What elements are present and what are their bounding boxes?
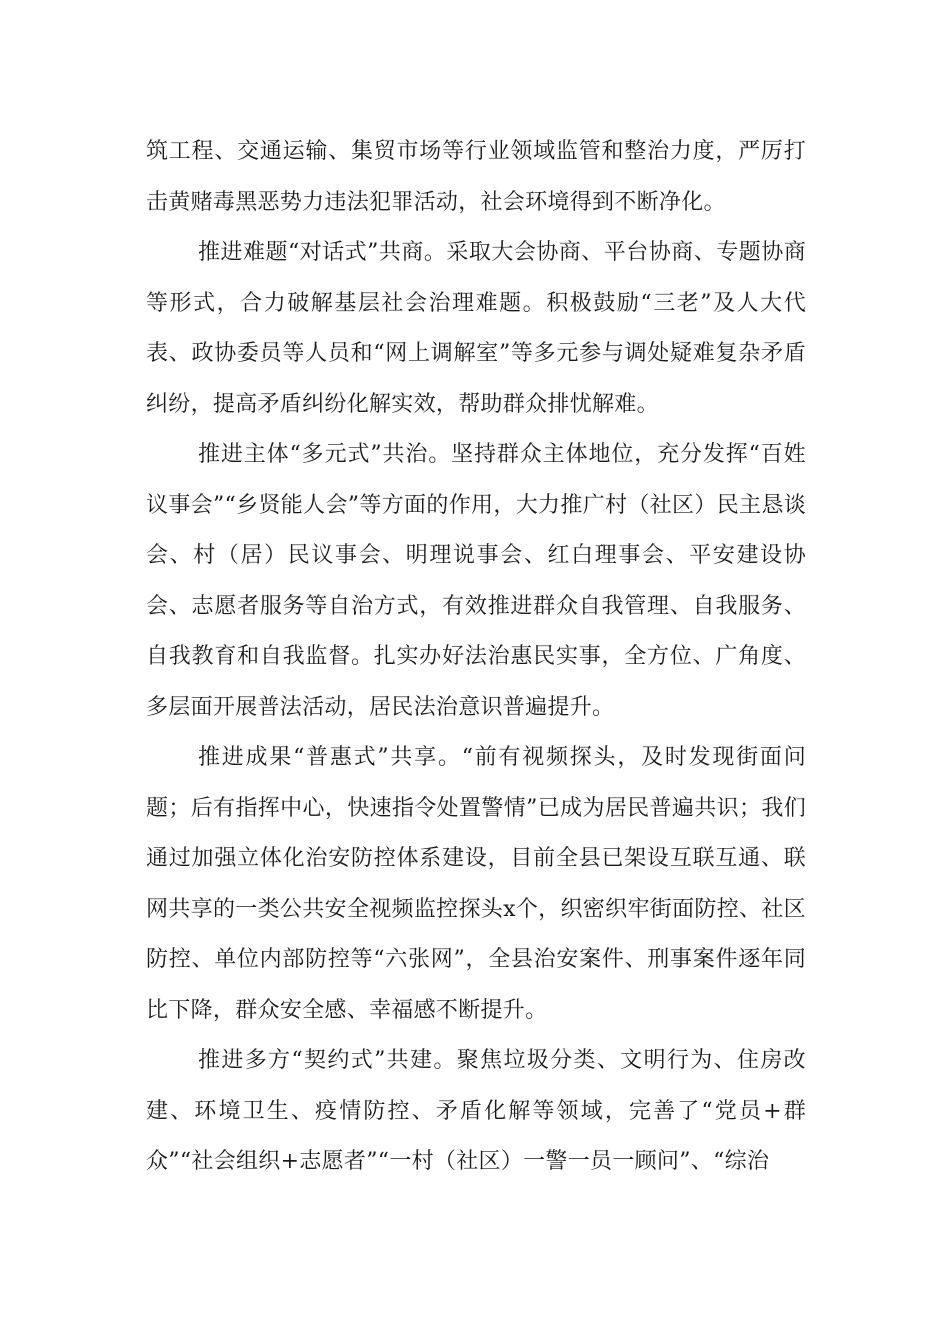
document-body xyxy=(146,127,806,1188)
paragraph-continuation: 筑工程、交通运输、集贸市场等行业领域监管和整治力度，严厉打击黄赌毒黑恶势力违法犯罪活动，社会环境得到不断净化。 xyxy=(146,139,806,215)
paragraph-dialogue-consultation: 推进难题“对话式”共商。采取大会协商、平台协商、专题协商等形式，合力破解基层社会治理难题。积极鼓励“三老”及人大代表、政协委员等人员和“网上调解室”等多元参与调处疑难复杂矛盾纠纷，提高矛盾纠纷化解实效，帮助群众排忧解难。 xyxy=(146,240,806,417)
paragraph-inclusive-sharing: 推进成果“普惠式”共享。“前有视频探头，及时发现街面问题；后有指挥中心，快速指令处置警情”已成为居民普遍共识；我们通过加强立体化治安防控体系建设，目前全县已架设互联互通、联网共享的一类公共安全视频监控探头x个，织密织牢街面防控、社区防控、单位内部防控等“六张网”，全县治安案件、刑事案件逐年同比下降，群众安全感、幸福感不断提升。 xyxy=(146,745,806,1023)
paragraph-multi-governance: 推进主体“多元式”共治。坚持群众主体地位，充分发挥“百姓议事会”“乡贤能人会”等方面的作用，大力推广村（社区）民主恳谈会、村（居）民议事会、明理说事会、红白理事会、平安建设协会、志愿者服务等自治方式，有效推进群众自我管理、自我服务、自我教育和自我监督。扎实办好法治惠民实事，全方位、广角度、多层面开展普法活动，居民法治意识普遍提升。 xyxy=(146,442,806,720)
paragraph-contract-building: 推进多方“契约式”共建。聚焦垃圾分类、文明行为、住房改建、环境卫生、疫情防控、矛盾化解等领域，完善了“党员+群众”“社会组织+志愿者”“一村（社区）一警一员一顾问”、“综治 xyxy=(146,1048,806,1174)
